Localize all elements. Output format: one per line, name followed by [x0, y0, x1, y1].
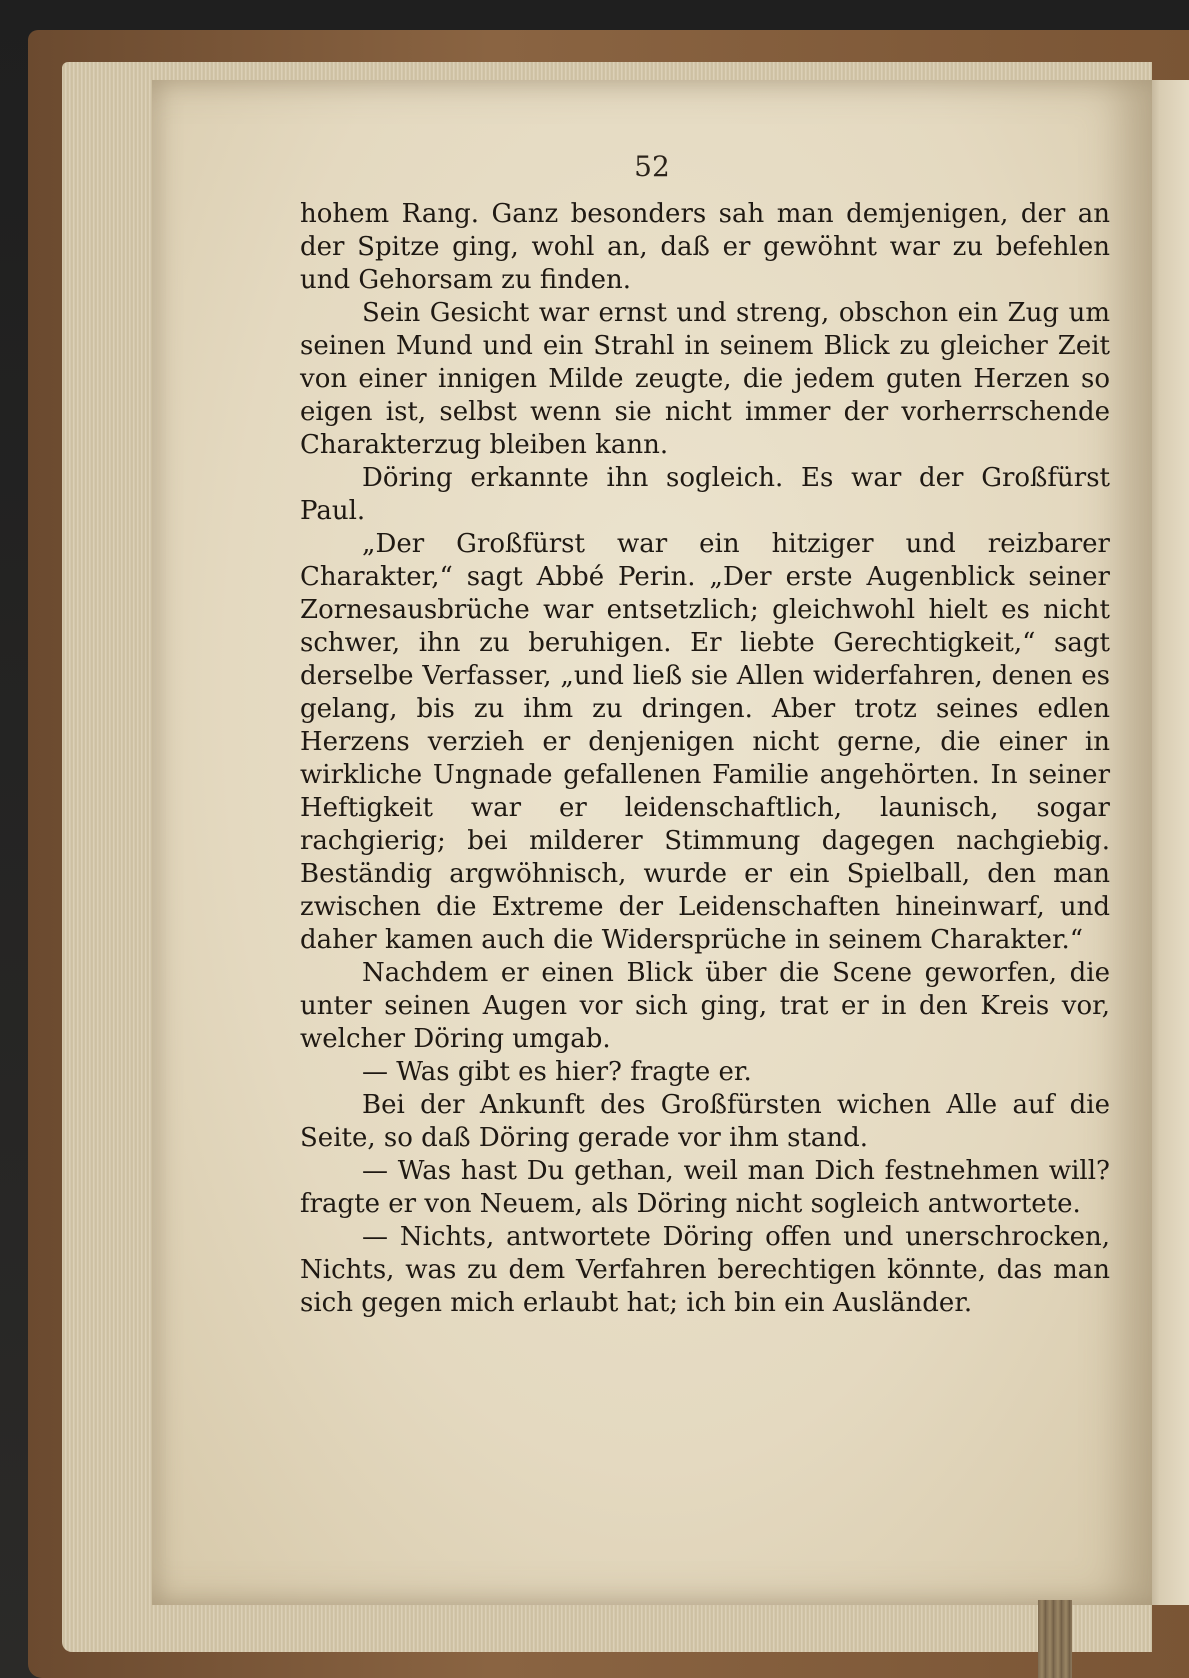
book-page	[152, 80, 1152, 1605]
paragraph: Nachdem er einen Blick über die Scene geworfen, die unter seinen Augen vor sich ging, trat er in den Kreis vor, welcher Döring umgab.	[300, 958, 1110, 1054]
page-text	[300, 198, 1110, 1320]
paragraph: — Was hast Du gethan, weil man Dich festnehmen will? fragte er von Neuem, als Döring nicht sogleich antwortete.	[300, 1156, 1110, 1219]
paragraph: hohem Rang. Ganz besonders sah man demjenigen, der an der Spitze ging, wohl an, daß er gewöhnt war zu befehlen und Gehorsam zu finden.	[300, 199, 1110, 295]
paragraph: — Nichts, antwortete Döring offen und unerschrocken, Nichts, was zu dem Verfahren berechtigen könnte, das man sich gegen mich erlaubt hat; ich bin ein Ausländer.	[300, 1222, 1110, 1318]
paragraph: Sein Gesicht war ernst und streng, obschon ein Zug um seinen Mund und ein Strahl in seinem Blick zu gleicher Zeit von einer innigen Milde zeugte, die jedem guten Herzen so eigen ist, selbst wenn sie nicht immer der vorherrschende Charakterzug bleiben kann.	[300, 298, 1110, 460]
bookmark-ribbon	[1038, 1600, 1072, 1678]
paragraph: Bei der Ankunft des Großfürsten wichen Alle auf die Seite, so daß Döring gerade vor ihm stand.	[300, 1090, 1110, 1153]
page-number: 52	[634, 150, 670, 183]
paragraph: „Der Großfürst war ein hitziger und reizbarer Charakter,“ sagt Abbé Perin. „Der erste Augenblick seiner Zornesausbrüche war entsetzlich; gleichwohl hielt es nicht schwer, ihn zu beruhigen. Er liebte Gerechtigkeit,“ sagt derselbe Verfasser, „und ließ sie Allen widerfahren, denen es gelang, bis zu ihm zu dringen. Aber trotz seines edlen Herzens verzieh er denjenigen nicht gerne, die einer in wirkliche Ungnade gefallenen Familie angehörten. In seiner Heftigkeit war er leidenschaftlich, launisch, sogar rachgierig; bei milderer Stimmung dagegen nachgiebig. Beständig argwöhnisch, wurde er ein Spielball, den man zwischen die Extreme der Leidenschaften hineinwarf, und daher kamen auch die Widersprüche in seinem Charakter.“	[300, 529, 1110, 955]
paragraph: — Was gibt es hier? fragte er.	[362, 1057, 752, 1087]
paragraph: Döring erkannte ihn sogleich. Es war der Großfürst Paul.	[300, 463, 1110, 526]
